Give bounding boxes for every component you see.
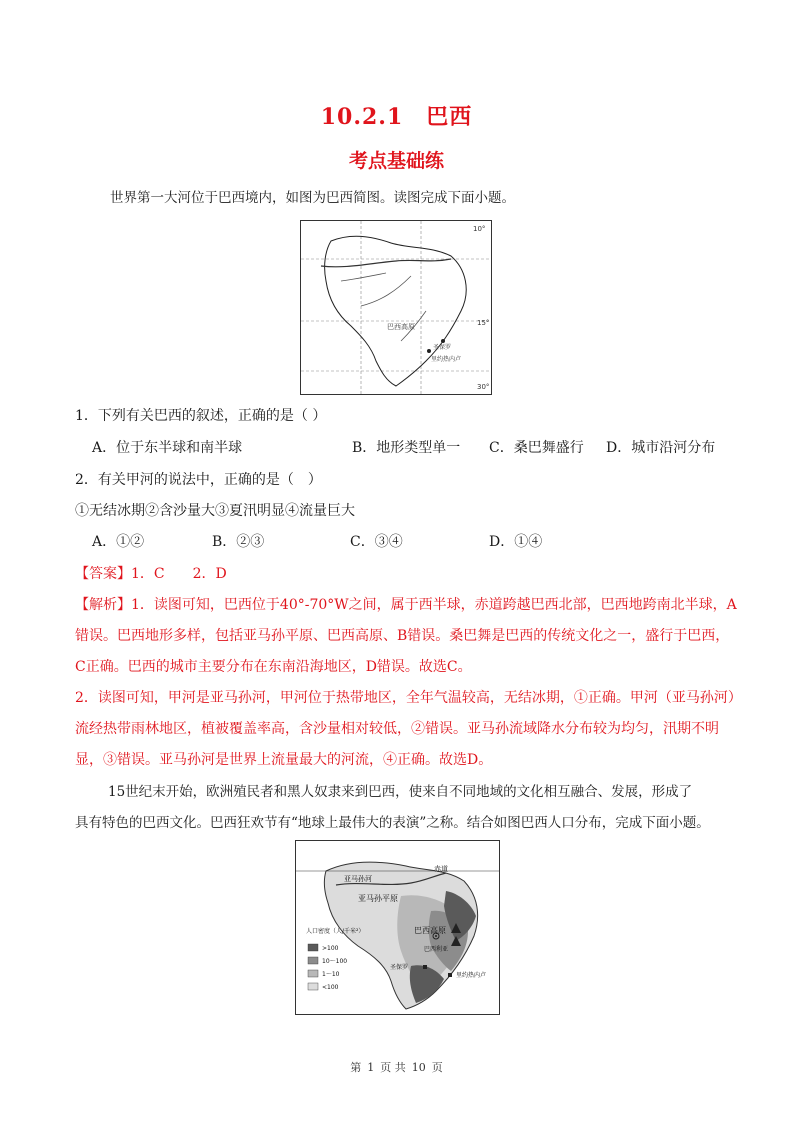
map2-amazon-river-label: 亚马孙河 [344,875,372,883]
map2-brasilia-label: 巴西利亚 [424,946,449,953]
legend-label-3: 1～10 [322,971,340,978]
map2-rio-label: 里约热内卢 [456,972,487,979]
map2-sao-paulo-label: 圣保罗 [390,964,409,971]
map2-equator-label: 赤道 [434,865,448,873]
legend-title: 人口密度（人/千米²） [306,928,365,935]
q1-option-c[interactable]: C．桑巴舞盛行 [489,440,584,456]
tributary-path [361,276,411,306]
footer-prefix: 第 [350,1061,362,1074]
analysis-line: 错误。巴西地形多样，包括亚马孙平原、巴西高原、B错误。桑巴舞是巴西的传统文化之一，盛行于巴西， [75,628,730,644]
page-title: 10.2.1 巴西 [320,104,473,130]
lat-label-top: 10° [473,225,486,233]
population-map-svg [296,841,499,1014]
legend-swatch-2 [308,957,318,964]
map1-city2-label: 里约热内卢 [431,356,462,363]
q2-option-a[interactable]: A．①② [92,534,145,550]
intro-paragraph-2-line-2: 具有特色的巴西文化。巴西狂欢节有“地球上最伟大的表演”之称。结合如图巴西人口分布，完成下面小题。 [75,815,710,831]
footer-page-number: 1 [367,1061,375,1074]
q2-option-c[interactable]: C．③④ [350,534,403,550]
tributary-path [341,273,386,281]
analysis-line: C正确。巴西的城市主要分布在东南沿海地区，D错误。故选C。 [75,659,472,675]
legend-label-1: >100 [322,945,339,952]
question-2-stem: 2．有关甲河的说法中，正确的是（ ） [75,472,322,488]
brazil-outline-svg [301,221,491,394]
page-subtitle: 考点基础练 [348,150,444,172]
brazil-outline-map [300,220,492,395]
analysis-line: 显，③错误。亚马孙河是世界上流量最大的河流，④正确。故选D。 [75,752,493,768]
map2-highland-label: 巴西高原 [414,926,446,935]
brasilia-marker-dot [435,935,437,937]
intro-paragraph-2-line-1: 15世纪末开始，欧洲殖民者和黑人奴隶来到巴西，使来自不同地域的文化相互融合、发展，形成了 [108,784,693,800]
footer-mid: 页 共 [380,1061,406,1074]
city-dot [427,349,431,353]
q1-option-a[interactable]: A．位于东半球和南半球 [92,440,243,456]
brazil-border [325,236,467,386]
legend-label-4: <100 [322,984,339,991]
city-dot [441,339,445,343]
analysis-line: 【解析】1．读图可知，巴西位于40°-70°W之间，属于西半球，赤道跨越巴西北部，巴西地跨南北半球，A [75,597,737,613]
lat-label-bottom: 30° [477,383,490,391]
footer-suffix: 页 [431,1061,443,1074]
question-2-statements: ①无结冰期②含沙量大③夏汛明显④流量巨大 [75,503,355,519]
q2-option-d[interactable]: D．①④ [489,534,543,550]
q1-option-b[interactable]: B．地形类型单一 [352,440,461,456]
legend-label-2: 10～100 [322,958,348,965]
footer-total-pages: 10 [411,1061,426,1074]
page-footer [0,1059,793,1075]
lat-label-mid: 15° [477,319,490,327]
intro-paragraph-1: 世界第一大河位于巴西境内，如图为巴西简图。读图完成下面小题。 [110,190,515,206]
legend-swatch-3 [308,970,318,977]
map1-city-label: 圣保罗 [433,344,452,351]
rio-marker [448,973,452,977]
question-1-stem: 1．下列有关巴西的叙述，正确的是（ ） [75,408,327,424]
sao-paulo-marker [423,965,427,969]
answer-line: 【答案】1．C 2．D [75,566,227,582]
legend-swatch-4 [308,983,318,990]
analysis-line: 2．读图可知，甲河是亚马孙河，甲河位于热带地区，全年气温较高，无结冰期，①正确。甲河（亚马孙河） [75,690,742,706]
analysis-line: 流经热带雨林地区，植被覆盖率高，含沙量相对较低，②错误。亚马孙流域降水分布较为均匀，汛期不明 [75,721,719,737]
river-path [321,259,451,267]
population-distribution-map [295,840,500,1015]
q1-option-d[interactable]: D．城市沿河分布 [606,440,716,456]
q2-option-b[interactable]: B．②③ [212,534,265,550]
map2-amazon-plain-label: 亚马孙平原 [358,894,398,903]
map1-highland-label: 巴西高原 [387,323,415,331]
legend-swatch-1 [308,944,318,951]
